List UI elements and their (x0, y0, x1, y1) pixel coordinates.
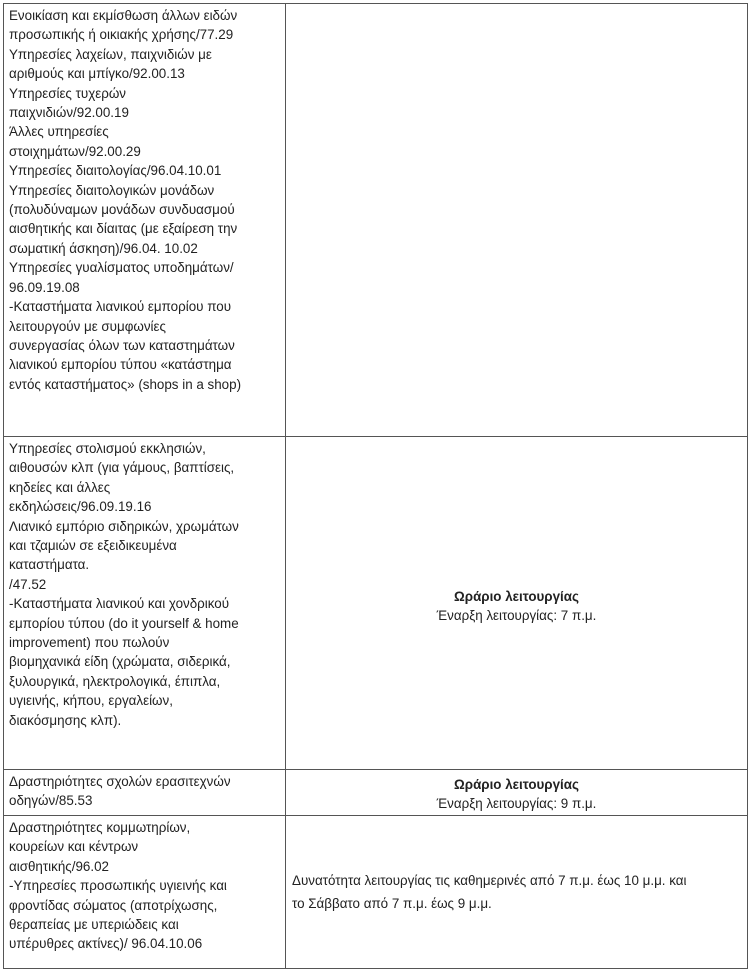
activity-line: -Υπηρεσίες προσωπικής υγιεινής και (9, 878, 227, 894)
activity-line: θεραπείας με υπεριώδεις και (9, 917, 179, 933)
activity-line: προσωπικής ή οικιακής χρήσης/77.29 (9, 27, 234, 43)
activity-cell (4, 4, 286, 437)
hours-cell-empty (286, 4, 748, 437)
activity-line: -Καταστήματα λιανικού και χονδρικού (9, 596, 230, 612)
activity-line: Υπηρεσίες διαιτολογικών μονάδων (9, 182, 215, 198)
regulation-table (3, 3, 748, 969)
activity-line: λειτουργούν με συμφωνίες (9, 318, 166, 334)
activity-line: παιχνιδιών/92.00.19 (9, 105, 129, 121)
hours-title: Ωράριο λειτουργίας (454, 589, 579, 604)
activity-line: Υπηρεσίες διαιτολογίας/96.04.10.01 (9, 163, 222, 179)
activity-line: στοιχημάτων/92.00.29 (9, 143, 141, 159)
activity-cell (4, 437, 286, 770)
activity-cell (4, 816, 286, 969)
activity-line: βιομηχανικά είδη (χρώματα, σιδερικά, (9, 654, 231, 670)
activity-line: improvement) που πωλούν (9, 635, 170, 651)
activity-line: αισθητικής/96.02 (9, 858, 109, 874)
table-row (4, 4, 748, 437)
activity-line: κουρείων και κέντρων (9, 839, 139, 855)
table-row (4, 437, 748, 770)
activity-line: -Καταστήματα λιανικού εμπορίου που (9, 299, 232, 315)
activity-line: Λιανικό εμπόριο σιδηρικών, χρωμάτων (9, 518, 239, 534)
activity-line: διακόσμησης κλπ). (9, 712, 122, 728)
hours-text: το Σάββατο από 7 π.μ. έως 9 μ.μ. (292, 896, 492, 911)
activity-line: Υπηρεσίες στολισμού εκκλησιών, (9, 441, 206, 456)
activity-line: κηδείες και άλλες (9, 479, 111, 495)
activity-line: υπέρυθρες ακτίνες)/ 96.04.10.06 (9, 936, 203, 952)
activity-line: Υπηρεσίες λαχείων, παιχνιδιών με (9, 46, 212, 62)
hours-text: Δυνατότητα λειτουργίας τις καθημερινές από 7 π.μ. έως 10 μ.μ. και (292, 873, 687, 888)
activity-line: Άλλες υπηρεσίες (9, 124, 109, 140)
activity-line: Δραστηριότητες σχολών ερασιτεχνών (9, 774, 231, 789)
activity-line: εμπορίου τύπου (do it yourself & home (9, 615, 239, 631)
activity-line: Υπηρεσίες γυαλίσματος υποδημάτων/ (9, 260, 234, 276)
activity-line: αιθουσών κλπ (για γάμους, βαπτίσεις, (9, 460, 235, 476)
activity-line: καταστήματα. (9, 557, 90, 573)
table-row (4, 816, 748, 969)
activity-line: και τζαμιών σε εξειδικευμένα (9, 538, 177, 554)
hours-title: Ωράριο λειτουργίας (454, 776, 579, 792)
activity-line: Δραστηριότητες κομμωτηρίων, (9, 820, 191, 835)
activity-line: σωματική άσκηση)/96.04. 10.02 (9, 240, 198, 256)
activity-line: οδηγών/85.53 (9, 793, 93, 809)
activity-line: αριθμούς και μπίγκο/92.00.13 (9, 66, 185, 82)
activity-line: Ενοικίαση και εκμίσθωση άλλων ειδών (9, 8, 238, 23)
activity-line: υγιεινής, κήπου, εργαλείων, (9, 693, 173, 709)
activity-line: φροντίδας σώματος (αποτρίχωσης, (9, 897, 218, 913)
activity-line: 96.09.19.08 (9, 279, 80, 295)
hours-text: Έναρξη λειτουργίας: 7 π.μ. (436, 608, 597, 623)
activity-line: αισθητικής και δίαιτας (με εξαίρεση την (9, 221, 238, 237)
hours-text: Έναρξη λειτουργίας: 9 π.μ. (436, 795, 597, 811)
hours-cell (286, 437, 748, 770)
activity-line: (πολυδύναμων μονάδων συνδυασμού (9, 202, 235, 218)
hours-cell (286, 816, 748, 969)
activity-line: συνεργασίας όλων των καταστημάτων (9, 337, 235, 353)
activity-cell (4, 770, 286, 816)
activity-line: εκδηλώσεις/96.09.19.16 (9, 499, 152, 515)
activity-line: εντός καταστήματος» (shops in a shop) (9, 376, 242, 392)
activity-line: λιανικού εμπορίου τύπου «κατάστημα (9, 357, 232, 373)
activity-line: /47.52 (9, 576, 47, 592)
activity-line: Υπηρεσίες τυχερών (9, 85, 126, 101)
hours-cell (286, 770, 748, 816)
activity-line: ξυλουργικά, ηλεκτρολογικά, έπιπλα, (9, 673, 221, 689)
table-row (4, 770, 748, 816)
